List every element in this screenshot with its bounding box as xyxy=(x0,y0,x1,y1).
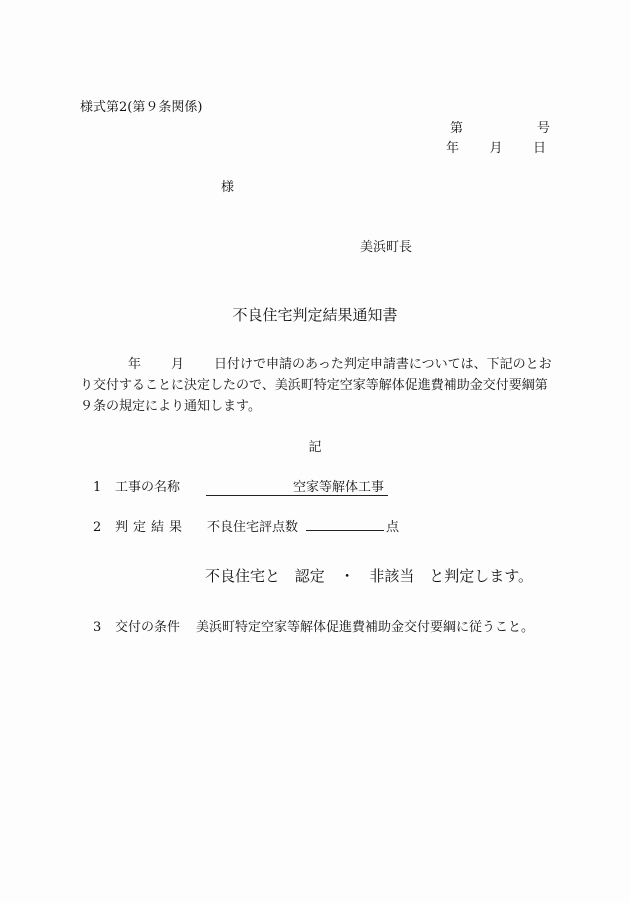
form-number: 様式第2(第９条関係) xyxy=(80,100,203,115)
item-label: 交付の条件 xyxy=(115,620,181,635)
body-paragraph xyxy=(80,354,555,417)
decision-separator: ・ xyxy=(339,567,355,585)
number-suffix: 号 xyxy=(536,121,550,136)
decision-option-not-applicable: 非該当 xyxy=(369,567,415,585)
decision-option-certified: 認定 xyxy=(294,567,325,585)
item-grant-conditions xyxy=(93,616,534,635)
document-number xyxy=(450,117,550,136)
date-day: 日 xyxy=(532,141,546,156)
document-date xyxy=(446,137,546,156)
item-index: 3 xyxy=(93,620,102,635)
decision-prefix: 不良住宅と xyxy=(205,567,281,585)
item-judgment-result xyxy=(93,516,399,535)
body-text: 日付けで申請のあった判定申請書については、下記のとおり交付することに決定したので、美浜町特定空家等解体促進費補助金交付要綱第９条の規定により通知します。 xyxy=(80,357,552,414)
page-title: 不良住宅判定結果通知書 xyxy=(232,306,398,324)
grant-conditions-value: 美浜町特定空家等解体促進費補助金交付要綱に従うこと。 xyxy=(196,620,535,635)
item-label: 判定結果 xyxy=(115,520,188,535)
body-month: 月 xyxy=(171,357,185,372)
number-prefix: 第 xyxy=(450,121,464,136)
date-year: 年 xyxy=(446,141,460,156)
decision-line xyxy=(205,565,543,586)
item-construction-name xyxy=(93,476,388,496)
construction-name-value: 空家等解体工事 xyxy=(206,476,388,496)
body-year: 年 xyxy=(128,357,142,372)
item-index: 1 xyxy=(93,480,102,495)
date-month: 月 xyxy=(489,141,503,156)
sender: 美浜町長 xyxy=(360,240,413,255)
score-label: 不良住宅評点数 xyxy=(207,520,299,535)
item-index: 2 xyxy=(93,520,102,535)
record-label: 記 xyxy=(308,440,322,455)
addressee: 様 xyxy=(221,180,235,195)
score-blank xyxy=(306,516,384,531)
score-unit: 点 xyxy=(386,520,400,535)
item-label: 工事の名称 xyxy=(115,480,181,495)
decision-suffix: と判定します。 xyxy=(429,567,533,585)
